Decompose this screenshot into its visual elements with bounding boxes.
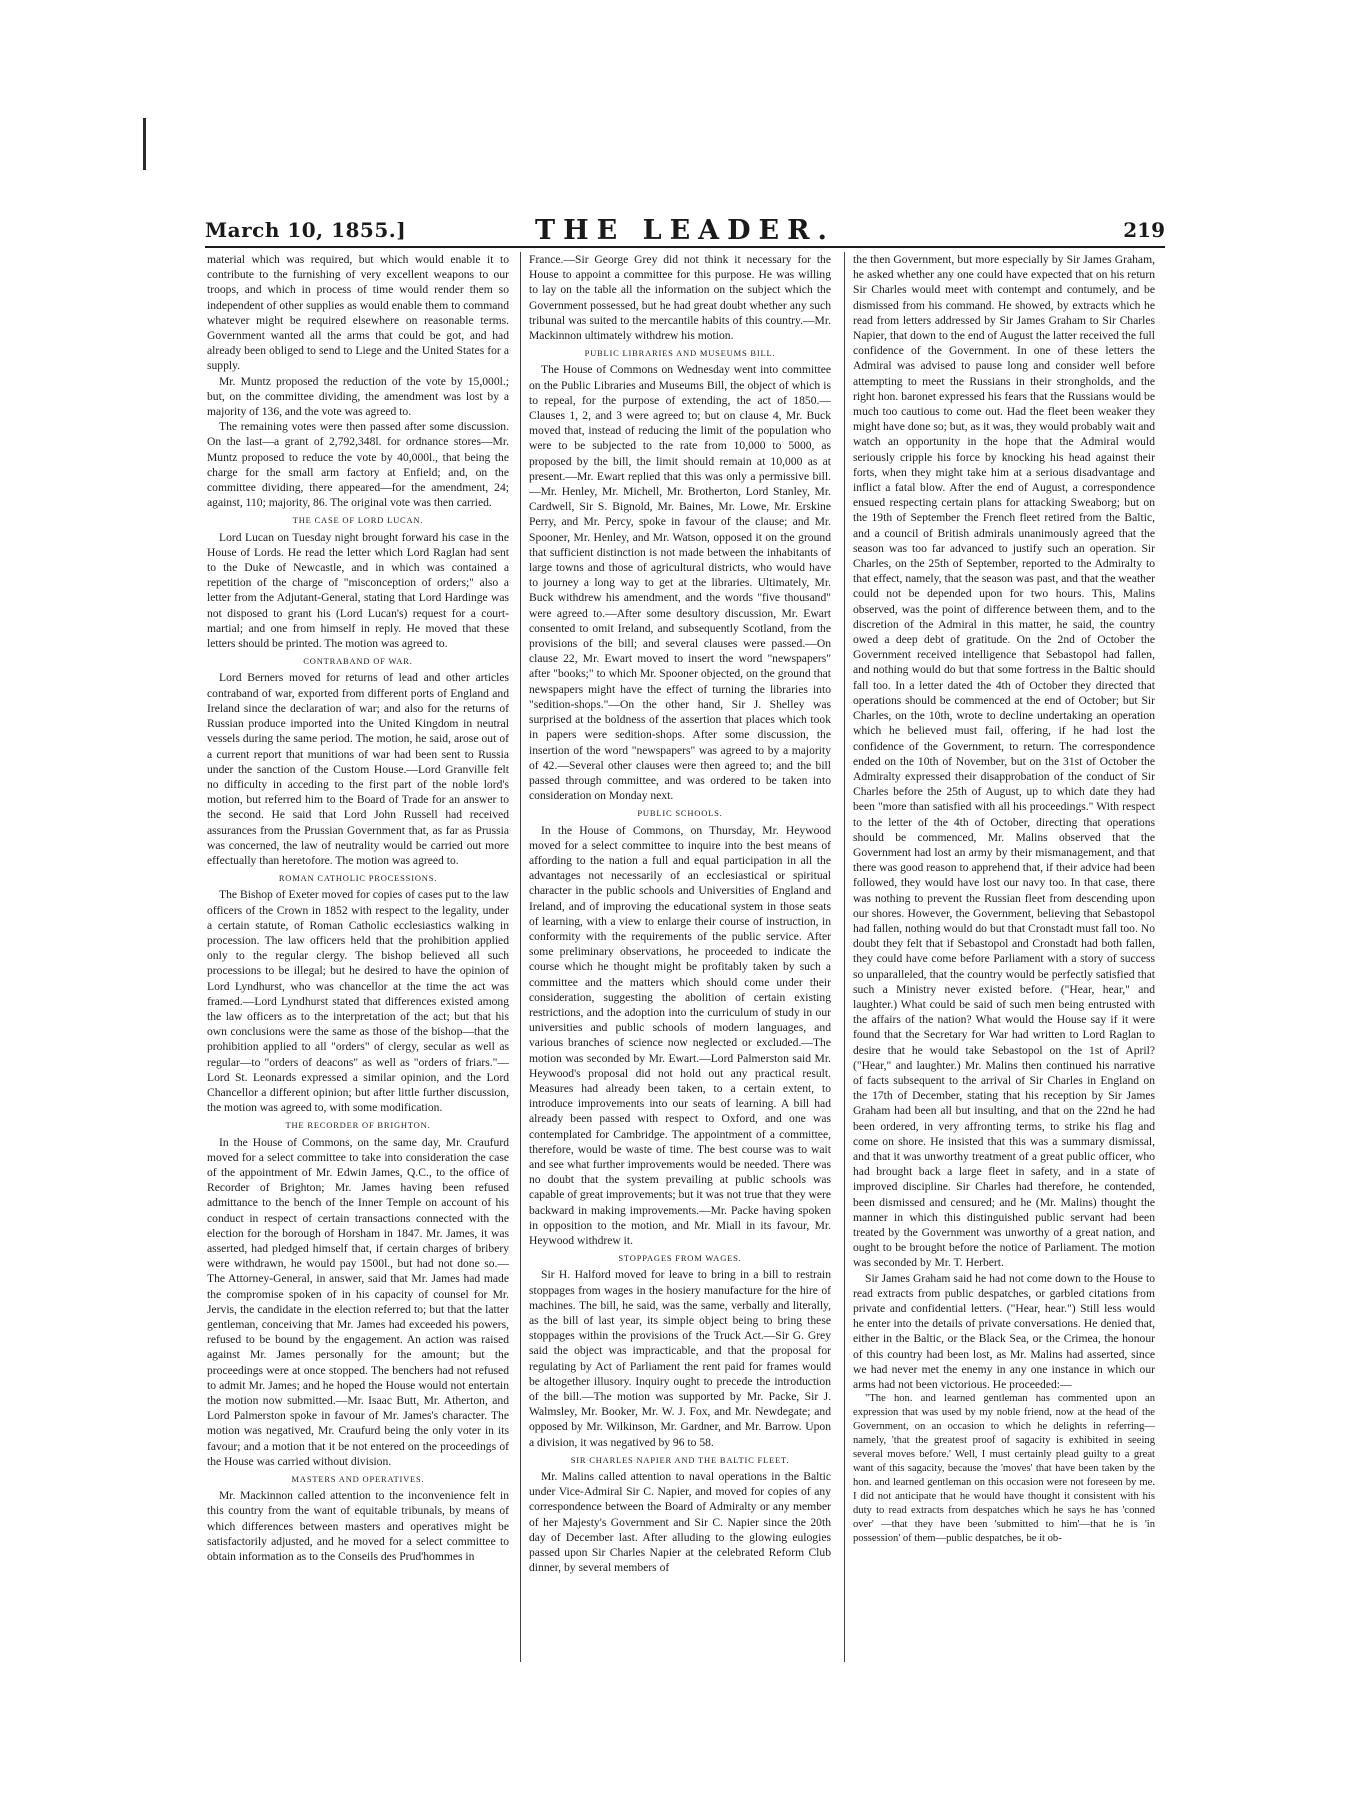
quoted-speech: "The hon. and learned gentleman has commented upon an expression that was used by my noble friend, now at the head of the Government, on an occasion to which he delights in referring—namely, 'that the greatest proof of sagacity is exhibited in seeing several moves before.' Well, I must certainly plead guilty to a great want of this sagacity, because the 'moves' that have been taken by the hon. and learned gentleman on this occasion were not foreseen by me. I did not anticipate that he would have thought it consistent with his duty to read extracts from despatches which he says he has 'conned over' —that they have been 'submitted to him'—that he is 'in possession' of them—public despatches, be it ob-: [853, 1393, 1155, 1545]
paragraph: The remaining votes were then passed after some discussion. On the last—a grant of 2,792,348l. for ordnance stores—Mr. Muntz proposed to reduce the vote by 40,000l., that being the charge for the small arm factory at Enfield; and, on the committee dividing, there appeared—for the amendment, 24; against, 110; majority, 86. The original vote was then carried.: [207, 420, 509, 510]
column-divider: [520, 252, 521, 1662]
header-rule: [205, 246, 1165, 248]
section-heading: MASTERS AND OPERATIVES.: [291, 1474, 425, 1485]
paragraph: In the House of Commons, on the same day, Mr. Craufurd moved for a select committee to take into consideration the case of the appointment of Mr. Edwin James, Q.C., to the office of Recorder of Brighton; Mr. James having been refused admittance to the bench of the Inner Temple on account of his conduct in respect of certain transactions connected with the election for the borough of Horsham in 1847. Mr. James, it was asserted, had pledged himself that, if certain charges of bribery were withdrawn, he would pay 1500l., but had not done so.—The Attorney-General, in answer, said that Mr. James had made the compromise spoken of in his capacity of counsel for Mr. Jervis, the candidate in the election referred to; but that the latter gentleman, conceiving that Mr. James had exceeded his powers, refused to be bound by the engagement. An action was raised against Mr. James personally for the amount; but the proceedings were at once stopped. The benchers had not refused to admit Mr. James; and he hoped the House would not entertain the motion now submitted.—Mr. Isaac Butt, Mr. Atherton, and Lord Palmerston spoke in favour of Mr. James's character. The motion was negatived, Mr. Craufurd being the only voter in its favour; and a motion that it be not entered on the proceedings of the House was carried without division.: [207, 1135, 509, 1468]
section-heading: ROMAN CATHOLIC PROCESSIONS.: [278, 873, 438, 884]
margin-mark: [143, 118, 146, 170]
paragraph: France.—Sir George Grey did not think it necessary for the House to appoint a committee for this purpose. He was willing to lay on the table all the information on the subject which the Government possessed, but he had great doubt whether any such tribunal was suited to the mercantile habits of this country.—Mr. Mackinnon ultimately withdrew his motion.: [529, 253, 831, 343]
header-date: March 10, 1855.]: [205, 218, 407, 242]
paragraph: Mr. Malins called attention to naval operations in the Baltic under Vice-Admiral Sir C. Napier, and moved for copies of any correspondence between the Board of Admiralty or any member of her Majesty's Government and Sir C. Napier since the 20th day of December last. After alluding to the glowing eulogies passed upon Sir Charles Napier at the celebrated Reform Club dinner, by several members of: [529, 1470, 831, 1575]
section-heading: SIR CHARLES NAPIER AND THE BALTIC FLEET.: [570, 1454, 790, 1465]
paragraph: Mr. Muntz proposed the reduction of the vote by 15,000l.; but, on the committee dividing, the amendment was lost by a majority of 136, and the vote was agreed to.: [207, 374, 509, 419]
paragraph: The Bishop of Exeter moved for copies of cases put to the law officers of the Crown in 1852 with respect to the legality, under a certain statute, of Roman Catholic ecclesiastics walking in procession. The law officers held that the prohibition applied only to the regular clergy. The bishop believed all such processions to be illegal; but he desired to have the opinion of Lord Lyndhurst, who was chancellor at the time the act was framed.—Lord Lyndhurst stated that differences existed among the law officers as to the interpretation of the act; but that his own conclusions were the same as those of the bishop—that the prohibition applied to all "orders" of clergy, secular as well as regular—to "orders of deacons" as well as "orders of friars."—Lord St. Leonards expressed a similar opinion, and the Lord Chancellor a different opinion; but after little further discussion, the motion was agreed to, with some modification.: [207, 888, 509, 1115]
masthead-title: THE LEADER.: [535, 215, 835, 246]
paragraph: Sir H. Halford moved for leave to bring in a bill to restrain stoppages from wages in the hosiery manufacture for the hire of machines. The bill, he said, was the same, verbally and literally, as the bill of last year, its simple object being to bring these stoppages within the provisions of the Truck Act.—Sir G. Grey said the object was impracticable, and that the proposal for regulating by Act of Parliament the rent paid for frames would be altogether illusory. Inquiry ought to precede the introduction of the bill.—The motion was supported by Mr. Packe, Sir J. Walmsley, Mr. Booker, Mr. W. J. Fox, and Mr. Newdegate; and opposed by Mr. Wilkinson, Mr. Gardner, and Mr. Barrow. Upon a division, it was negatived by 96 to 58.: [529, 1268, 831, 1449]
section-heading: PUBLIC LIBRARIES AND MUSEUMS BILL.: [584, 348, 776, 359]
paragraph: Mr. Mackinnon called attention to the inconvenience felt in this country from the want of equitable tribunals, by means of which differences between masters and operatives might be satisfactorily adjusted, and he moved for a select committee to obtain information as to the Conseils des Prud'hommes in: [207, 1489, 509, 1564]
paragraph: Lord Lucan on Tuesday night brought forward his case in the House of Lords. He read the letter which Lord Raglan had sent to the Duke of Newcastle, and in which was contained a repetition of the charge of "misconception of orders;" also a letter from the Adjutant-General, stating that Lord Hardinge was not disposed to grant his (Lord Lucan's) request for a court-martial; and one from himself in reply. He moved that these letters should be printed. The motion was agreed to.: [207, 530, 509, 651]
paragraph: material which was required, but which would enable it to contribute to the furnishing of very excellent weapons to our troops, and which in process of time would render them so independent of other supplies as would enable them to command whatever might be required elsewhere on reasonable terms. Government wanted all the arms that could be got, and had already been obliged to send to Liege and the United States for a supply.: [207, 253, 509, 373]
section-heading: PUBLIC SCHOOLS.: [637, 808, 723, 819]
column-divider: [844, 252, 845, 1662]
section-heading: THE RECORDER OF BRIGHTON.: [285, 1120, 431, 1131]
paragraph: In the House of Commons, on Thursday, Mr. Heywood moved for a select committee to inquire into the best means of affording to the nation a full and equal participation in all the advantages not necessarily of an ecclesiastical or spiritual character in the public schools and Universities of England and Ireland, and of improving the educational system in those seats of learning, with a view to enlarge their course of instruction, in conformity with the requirements of the public service. After some preliminary observations, he proceeded to indicate the course which he thought might be profitably taken by such a committee and the matters which should come under their consideration, suggesting the abolition of certain existing restrictions, and the adoption into the curriculum of study in our universities and public schools of modern languages, and various branches of science now neglected or excluded.—The motion was seconded by Mr. Ewart.—Lord Palmerston said Mr. Heywood's proposal did not hold out any practical result. Measures had already been taken, to a certain extent, to introduce improvements into our seats of learning. A bill had already been passed with respect to Oxford, and one was contemplated for Cambridge. The appointment of a committee, therefore, would be waste of time. The best course was to wait and see what further improvements would be needed. There was no doubt that the system prevailing at public schools was capable of great improvements; but it was not true that they were backward in making improvements.—Mr. Packe having spoken in opposition to the motion, and Mr. Miall in its favour, Mr. Heywood withdrew it.: [529, 823, 831, 1247]
column-2: [529, 252, 831, 1662]
column-1: [207, 252, 509, 1662]
paragraph: Sir James Graham said he had not come down to the House to read extracts from public despatches, or garbled citations from private and confidential letters. ("Hear, hear.") Still less would he enter into the details of private conversations. He denied that, either in the Baltic, or the Black Sea, or the Crimea, the honour of this country had been lost, as Mr. Malins had asserted, since we had never met the enemy in any one instance in which our arms had not been victorious. He proceeded:—: [853, 1271, 1155, 1392]
page-number: 219: [1123, 218, 1165, 242]
paragraph: the then Government, but more especially by Sir James Graham, he asked whether any one could have expected that on his return Sir Charles would meet with contempt and contumely, and be dismissed from his command. He showed, by extracts which he read from letters addressed by Sir James Graham to Sir Charles Napier, that down to the end of August the latter received the full confidence of the Government. In one of these letters the Admiral was advised to pause long and consider well before attempting to meet the Russians in their strongholds, and the right hon. baronet expressed his fears that the Russians would be much too cautious to come out. Had the fleet been weaker they might have done so; but, as it was, they would probably wait and watch an opportunity in the hope that the Admiral would seriously cripple his force by knocking his head against their forts, when they might take him at a serious disadvantage and inflict a fatal blow. After the end of August, a correspondence ensued respecting certain plans for attacking Sweaborg; but on the 19th of September the French fleet retired from the Baltic, and a council of British admirals unanimously agreed that the season was too far advanced to justify such an operation. Sir Charles, on the 25th of September, reported to the Admiralty to that effect, namely, that the season was past, and that the weather could not be depended upon for two hours. This, Malins observed, was the point of difference between them, and to the discretion of the Admiral in this matter, he said, the country owed a deep debt of gratitude. On the 2nd of October the Government received intelligence that Sebastopol had fallen, and nothing would do but that some fortress in the Baltic should fall too. In a letter dated the 4th of October they directed that operations should be commenced at the end of October; but Sir Charles, on the 10th, wrote to decline undertaking an operation which he believed must fail, offering, if he had lost the confidence of the Government, to return. The correspondence ended on the 10th of November, but on the 31st of October the Admiralty expressed their disapprobation of the conduct of Sir Charles before the 25th of August, up to which date they had been "more than satisfied with all his proceedings." With respect to the letter of the 4th of October, directing that operations should be commenced, Mr. Malins observed that the Government had lost an army by their mismanagement, and that there was good reason to apprehend that, if their advice had been followed, they would have lost our navy too. In that case, there was nothing to prevent the Russian fleet from descending upon our shores. However, the Government, believing that Sebastopol had fallen, nothing would do but that Cronstadt must fall too. No doubt they felt that if Sebastopol and Cronstadt had both fallen, they could have come before Parliament with a story of success so unparalleled, that the country would be perfectly satisfied that such a Ministry never existed before. ("Hear, hear," and laughter.) What could be said of such men being entrusted with the affairs of the nation? What would the House say if it were found that the Secretary for War had written to Lord Raglan to desire that he would take Sebastopol on the 1st of April? ("Hear," and laughter.) Mr. Malins then continued his narrative of facts subsequent to the arrival of Sir Charles in England on the 17th of December, stating that his reception by Sir James Graham had been all but insulting, and that on the 22nd he had been ordered, in very affronting terms, to strike his flag and come on shore. He insisted that this was a summary dismissal, and that it was unworthy treatment of a great public officer, who had brought back a large fleet in safety, and in a state of improved discipline. Sir Charles had therefore, he contended, been dismissed and censured; and he (Mr. Malins) thought the manner in which this distinguished public servant had been treated by the Government was unworthy of a great nation, and ought to be brought before the notice of Parliament. The motion was seconded by Mr. T. Herbert.: [853, 253, 1155, 1270]
section-heading: STOPPAGES FROM WAGES.: [618, 1253, 742, 1264]
section-heading: THE CASE OF LORD LUCAN.: [292, 515, 424, 526]
paragraph: The House of Commons on Wednesday went into committee on the Public Libraries and Museums Bill, the object of which is to repeal, for the purpose of extending, the act of 1850.—Clauses 1, 2, and 3 were agreed to; but on clause 4, Mr. Buck moved that, instead of reducing the limit of the population who were to be subjected to the rate from 10,000 to 5000, as proposed by the bill, the limit should remain at 10,000 as at present.—Mr. Ewart replied that this was only a permissive bill.—Mr. Henley, Mr. Michell, Mr. Brotherton, Lord Stanley, Mr. Cardwell, Sir S. Bignold, Mr. Baines, Mr. Lowe, Mr. Erskine Perry, and Mr. Percy, spoke in favour of the clause; and Mr. Spooner, Mr. Henley, and Mr. Watson, opposed it on the ground that sufficient distinction is not made between the inhabitants of large towns and those of agricultural districts, who would have to journey a long way to get at the libraries. Ultimately, Mr. Buck withdrew his amendment, and the words "five thousand" were agreed to.—After some desultory discussion, Mr. Ewart consented to omit Ireland, and subsequently Scotland, from the provisions of the bill; and several clauses were passed.—On clause 22, Mr. Ewart moved to insert the word "newspapers" after "books;" to which Mr. Spooner objected, on the ground that newspapers might have the effect of turning the libraries into "sedition-shops."—On the other hand, Sir J. Shelley was surprised at the boldness of the assertion that places which took in papers were sedition-shops. After some discussion, the insertion of the word "newspapers" was agreed to by a majority of 42.—Several other clauses were then agreed to; and the bill passed through committee, and was ordered to be taken into consideration on Monday next.: [529, 363, 831, 803]
column-3: [853, 252, 1155, 1662]
page-header: [205, 215, 1165, 246]
paragraph: Lord Berners moved for returns of lead and other articles contraband of war, exported from different ports of England and Ireland since the declaration of war; and also for the returns of Russian produce imported into the United Kingdom in neutral vessels during the same period. The motion, he said, arose out of a current report that munitions of war had been sent to Russia under the sanction of the Custom House.—Lord Granville felt no difficulty in acceding to the first part of the noble lord's motion, but referred him to the Board of Trade for an answer to the second. He said that Lord John Russell had received assurances from the Prussian Government that, as far as Prussia was concerned, the law of neutrality would be carried out more effectually than heretofore. The motion was agreed to.: [207, 671, 509, 867]
section-heading: CONTRABAND OF WAR.: [303, 656, 413, 667]
